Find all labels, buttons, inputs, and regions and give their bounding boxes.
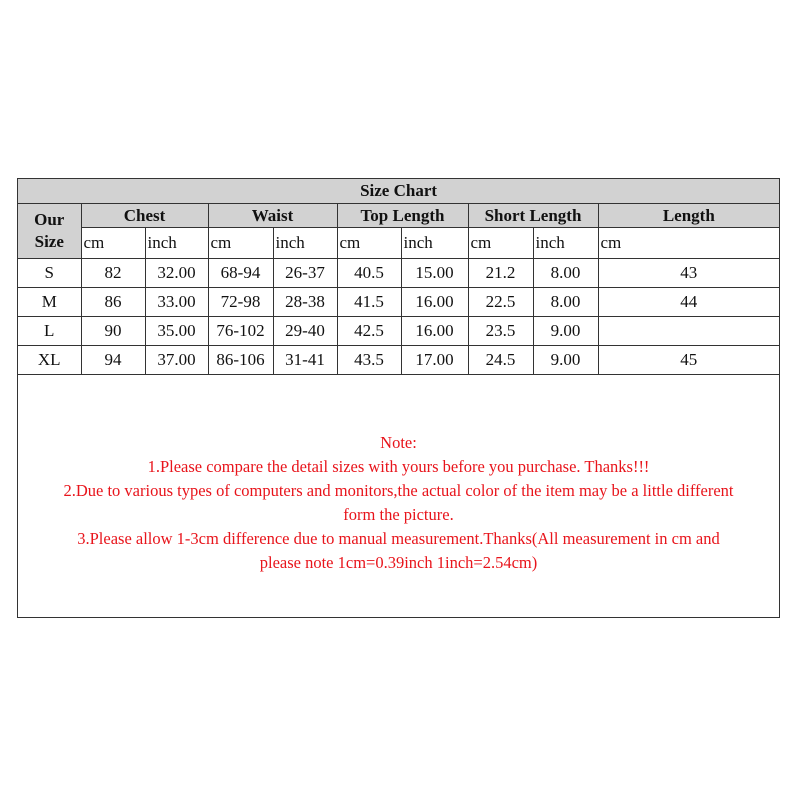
note-line: please note 1cm=0.39inch 1inch=2.54cm) (259, 553, 538, 572)
table-cell: 8.00 (533, 288, 598, 317)
note-line: 3.Please allow 1-3cm difference due to manual measurement.Thanks(All measurement in cm and (77, 529, 720, 548)
table-cell: 40.5 (337, 259, 401, 288)
table-cell: 94 (81, 346, 145, 375)
table-row (18, 317, 779, 346)
our-size-label-line2: Size (34, 232, 64, 251)
group-short-length: Short Length (468, 204, 598, 228)
table-cell: 37.00 (145, 346, 208, 375)
table-cell: 32.00 (145, 259, 208, 288)
table-cell: 86 (81, 288, 145, 317)
table-cell: 26-37 (273, 259, 337, 288)
table-cell: 16.00 (401, 288, 468, 317)
unit-waist-cm: cm (208, 228, 273, 259)
table-cell: 45 (598, 346, 779, 375)
note-line: 1.Please compare the detail sizes with yours before you purchase. Thanks!!! (147, 457, 650, 476)
group-waist: Waist (208, 204, 337, 228)
group-top-length: Top Length (337, 204, 468, 228)
unit-top-length-inch: inch (401, 228, 468, 259)
table-cell: 41.5 (337, 288, 401, 317)
table-cell: 90 (81, 317, 145, 346)
table-cell: 15.00 (401, 259, 468, 288)
table-cell: 82 (81, 259, 145, 288)
table-cell: 31-41 (273, 346, 337, 375)
table-cell: 44 (598, 288, 779, 317)
table-cell: 42.5 (337, 317, 401, 346)
table-cell: 8.00 (533, 259, 598, 288)
group-length: Length (598, 204, 779, 228)
unit-top-length-cm: cm (337, 228, 401, 259)
size-cell: XL (18, 346, 81, 375)
unit-chest-cm: cm (81, 228, 145, 259)
table-cell: 43 (598, 259, 779, 288)
size-cell: M (18, 288, 81, 317)
unit-short-length-inch: inch (533, 228, 598, 259)
table-cell (598, 317, 779, 346)
size-cell: L (18, 317, 81, 346)
unit-length-cm: cm (598, 228, 779, 259)
unit-chest-inch: inch (145, 228, 208, 259)
note-heading: Note: (380, 433, 417, 452)
our-size-label-line1: Our (34, 210, 65, 229)
table-cell: 16.00 (401, 317, 468, 346)
unit-short-length-cm: cm (468, 228, 533, 259)
unit-waist-inch: inch (273, 228, 337, 259)
notes-block (18, 431, 779, 575)
group-chest: Chest (81, 204, 208, 228)
table-cell: 22.5 (468, 288, 533, 317)
our-size-header (18, 204, 81, 259)
size-table (18, 179, 779, 375)
table-cell: 35.00 (145, 317, 208, 346)
table-cell: 28-38 (273, 288, 337, 317)
size-cell: S (18, 259, 81, 288)
table-cell: 33.00 (145, 288, 208, 317)
table-cell: 76-102 (208, 317, 273, 346)
table-cell: 72-98 (208, 288, 273, 317)
note-line: 2.Due to various types of computers and monitors,the actual color of the item may be a little different (63, 481, 734, 500)
size-chart (17, 178, 780, 618)
table-cell: 9.00 (533, 317, 598, 346)
table-cell: 68-94 (208, 259, 273, 288)
table-cell: 21.2 (468, 259, 533, 288)
table-row (18, 346, 779, 375)
table-row (18, 259, 779, 288)
table-cell: 43.5 (337, 346, 401, 375)
table-cell: 29-40 (273, 317, 337, 346)
table-cell: 17.00 (401, 346, 468, 375)
table-cell: 24.5 (468, 346, 533, 375)
table-cell: 23.5 (468, 317, 533, 346)
table-cell: 86-106 (208, 346, 273, 375)
note-line: form the picture. (343, 505, 454, 524)
chart-title: Size Chart (18, 179, 779, 204)
table-row (18, 288, 779, 317)
table-cell: 9.00 (533, 346, 598, 375)
